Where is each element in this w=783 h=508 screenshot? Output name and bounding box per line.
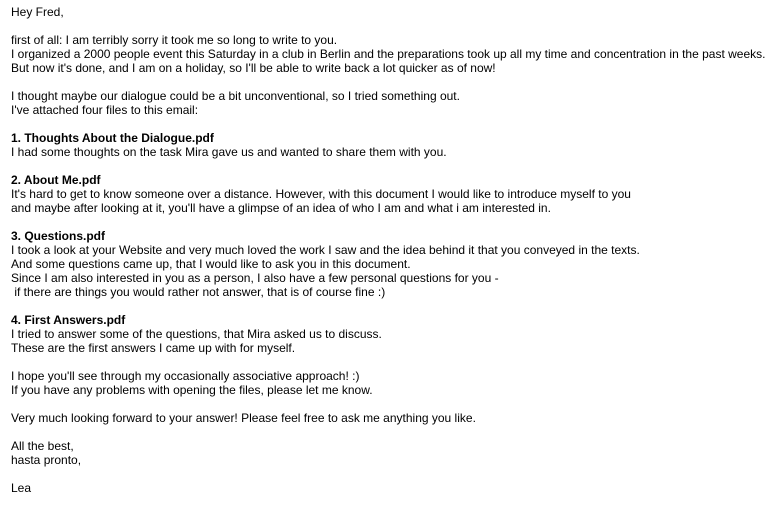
file-title: 1. Thoughts About the Dialogue.pdf [11,131,214,145]
intro-line: But now it's done, and I am on a holiday, so I'll be able to write back a lot quicker as of now! [11,61,496,75]
file-description: if there are things you would rather not answer, that is of course fine :) [11,285,386,299]
signature: Lea [11,481,32,495]
spacer [11,467,783,481]
intro-line: first of all: I am terribly sorry it took me so long to write to you. [11,33,338,47]
signoff-line: All the best, [11,439,74,453]
file-description: These are the first answers I came up with for myself. [11,341,296,355]
file-description: and maybe after looking at it, you'll have a glimpse of an idea of who I am and what i am interested in. [11,201,551,215]
spacer [11,299,783,313]
spacer [11,215,783,229]
greeting: Hey Fred, [11,5,64,19]
attach-intro-line: I thought maybe our dialogue could be a bit unconventional, so I tried something out. [11,89,460,103]
file-description: Since I am also interested in you as a person, I also have a few personal questions for you - [11,271,499,285]
file-description: And some questions came up, that I would like to ask you in this document. [11,257,411,271]
file-description: It's hard to get to know someone over a distance. However, with this document I would like to introduce myself to you [11,187,631,201]
spacer [11,355,783,369]
file-title: 3. Questions.pdf [11,229,106,243]
file-description: I tried to answer some of the questions, that Mira asked us to discuss. [11,327,382,341]
spacer [11,19,783,33]
closing-note: I hope you'll see through my occasionally associative approach! :) [11,369,360,383]
intro-line: I organized a 2000 people event this Saturday in a club in Berlin and the preparations took up all my time and concentration in the past weeks. [11,47,766,61]
closing-note: If you have any problems with opening the files, please let me know. [11,383,373,397]
looking-forward: Very much looking forward to your answer! Please feel free to ask me anything you like. [11,411,476,425]
spacer [11,397,783,411]
file-description: I had some thoughts on the task Mira gave us and wanted to share them with you. [11,145,447,159]
attach-intro-line: I've attached four files to this email: [11,103,199,117]
spacer [11,117,783,131]
file-title: 4. First Answers.pdf [11,313,126,327]
spacer [11,425,783,439]
signoff-line: hasta pronto, [11,453,82,467]
spacer [11,159,783,173]
spacer [11,75,783,89]
file-description: I took a look at your Website and very much loved the work I saw and the idea behind it that you conveyed in the texts. [11,243,640,257]
file-title: 2. About Me.pdf [11,173,101,187]
